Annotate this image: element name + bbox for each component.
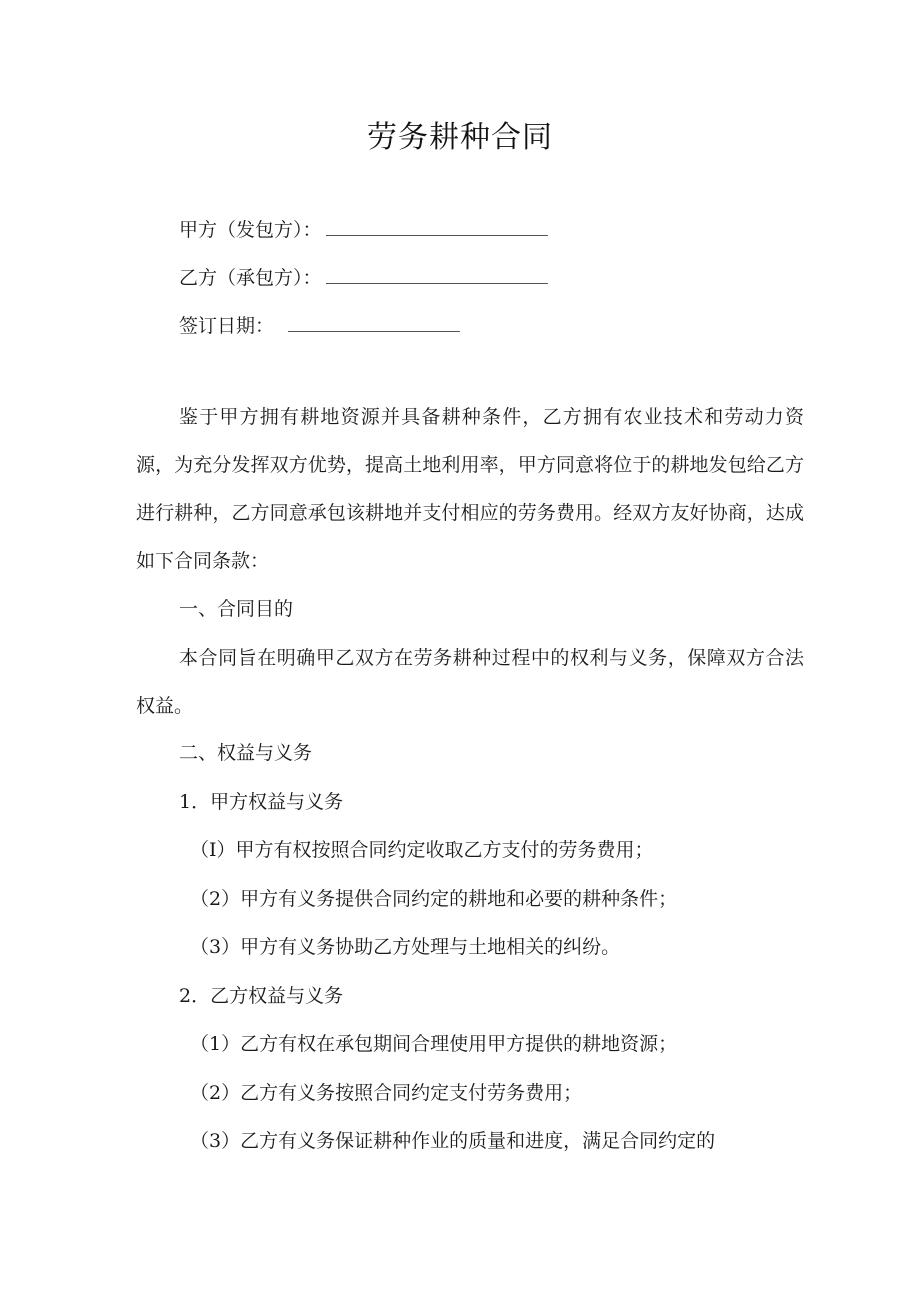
- party-a-blank: [326, 217, 548, 236]
- party-b-label: 乙方（承包方）：: [179, 267, 322, 289]
- sub2-item-2: （2）乙方有义务按照合同约定支付劳务费用；: [190, 1082, 583, 1104]
- party-a-row: [179, 217, 548, 242]
- sub1-item-2: （2）甲方有义务提供合同约定的耕地和必要的耕种条件；: [190, 888, 678, 910]
- sub2-item-1: （1）乙方有权在承包期间合理使用甲方提供的耕地资源；: [190, 1033, 678, 1055]
- document-title: 劳务耕种合同: [367, 120, 553, 155]
- section1-body: 本合同旨在明确甲乙双方在劳务耕种过程中的权利与义务，保障双方合法权益。: [136, 647, 804, 717]
- sub1-item-3: （3）甲方有义务协助乙方处理与土地相关的纠纷。: [190, 936, 621, 958]
- party-a-label: 甲方（发包方）：: [179, 219, 322, 241]
- party-b-row: [179, 265, 548, 290]
- sub2-heading: 2．乙方权益与义务: [179, 985, 344, 1007]
- sub1-item-1: （I）甲方有权按照合同约定收取乙方支付的劳务费用；: [190, 839, 654, 861]
- party-b-blank: [326, 265, 548, 284]
- section2-heading: 二、权益与义务: [179, 742, 313, 764]
- preamble-paragraph: 鉴于甲方拥有耕地资源并具备耕种条件，乙方拥有农业技术和劳动力资源，为充分发挥双方优势，提高土地利用率，甲方同意将位于的耕地发包给乙方进行耕种，乙方同意承包该耕地并支付相应的劳务费用。经双方友好协商，达成如下合同条款：: [136, 406, 804, 572]
- sign-date-row: [179, 313, 460, 338]
- sub1-heading: 1．甲方权益与义务: [179, 791, 344, 813]
- sign-date-label: 签订日期：: [179, 315, 275, 337]
- sub2-item-3: （3）乙方有义务保证耕种作业的质量和进度，满足合同约定的: [190, 1130, 716, 1152]
- section1-heading: 一、合同目的: [179, 598, 294, 620]
- sign-date-blank: [288, 313, 460, 332]
